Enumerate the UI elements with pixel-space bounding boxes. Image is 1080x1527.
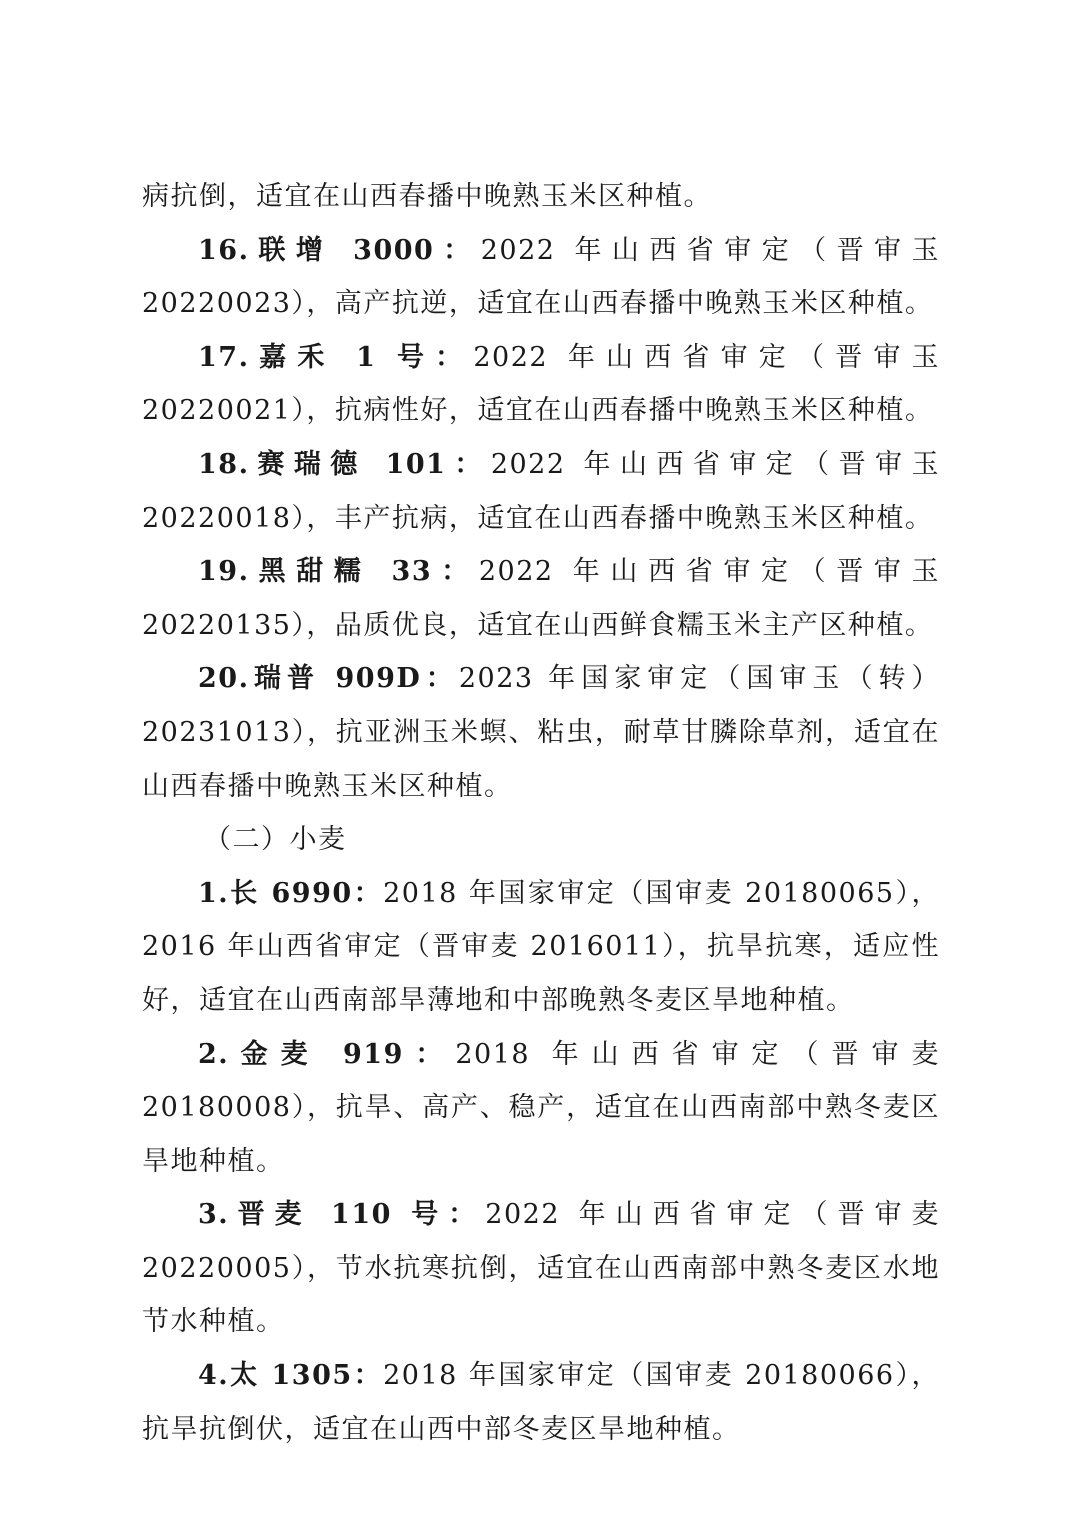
section-heading-wheat: （二）小麦 [204, 824, 347, 856]
wheat-item-4 [142, 1349, 940, 1456]
variety-name: 17.嘉禾 1 号： [198, 341, 474, 373]
variety-name: 2.金麦 919： [198, 1038, 456, 1070]
corn-item-18 [142, 438, 940, 545]
variety-name: 4.太 1305： [198, 1360, 384, 1392]
wheat-item-3 [142, 1188, 940, 1349]
variety-description: 2022 年山西省审定（晋审玉 20220135），品质优良，适宜在山西鲜食糯玉米主产区种植。 [142, 556, 940, 641]
variety-name: 16.联增 3000： [198, 234, 481, 266]
wheat-item-2 [142, 1028, 940, 1189]
variety-description: 2022 年山西省审定（晋审麦 20220005），节水抗寒抗倒，适宜在山西南部中熟冬麦区水地节水种植。 [142, 1199, 940, 1338]
corn-item-20 [142, 652, 940, 813]
variety-description: 2022 年山西省审定（晋审玉 20220021），抗病性好，适宜在山西春播中晚熟玉米区种植。 [142, 341, 941, 427]
variety-name: 18.赛瑞德 101： [198, 448, 491, 480]
variety-name: 19.黑甜糯 33： [198, 556, 479, 588]
variety-description: 2018 年国家审定（国审麦 20180065），2016 年山西省审定（晋审麦 2016011），抗旱抗寒，适应性好，适宜在山西南部旱薄地和中部晚熟冬麦区旱地种植。 [142, 877, 941, 1016]
corn-item-17 [142, 331, 940, 438]
variety-name: 1.长 6990： [198, 877, 384, 909]
corn-item-16 [142, 224, 940, 331]
variety-description: 2018 年山西省审定（晋审麦 20180008），抗旱、高产、稳产，适宜在山西南部中熟冬麦区旱地种植。 [142, 1038, 940, 1177]
variety-description: 2022 年山西省审定（晋审玉 20220023），高产抗逆，适宜在山西春播中晚熟玉米区种植。 [142, 234, 940, 320]
variety-description: 2018 年国家审定（国审麦 20180066），抗旱抗倒伏，适宜在山西中部冬麦区旱地种植。 [142, 1360, 941, 1445]
corn-item-19 [142, 545, 940, 652]
variety-name: 20.瑞普 909D： [198, 663, 459, 695]
variety-name: 3.晋麦 110 号： [198, 1199, 486, 1231]
variety-description: 2023 年国家审定（国审玉（转）20231013），抗亚洲玉米螟、粘虫，耐草甘膦除草剂，适宜在山西春播中晚熟玉米区种植。 [142, 663, 941, 802]
document-body [142, 170, 940, 1456]
wheat-item-1 [142, 867, 940, 1028]
continuation-paragraph: 病抗倒，适宜在山西春播中晚熟玉米区种植。 [142, 181, 712, 212]
variety-description: 2022 年山西省审定（晋审玉 20220018），丰产抗病，适宜在山西春播中晚熟玉米区种植。 [142, 448, 941, 534]
